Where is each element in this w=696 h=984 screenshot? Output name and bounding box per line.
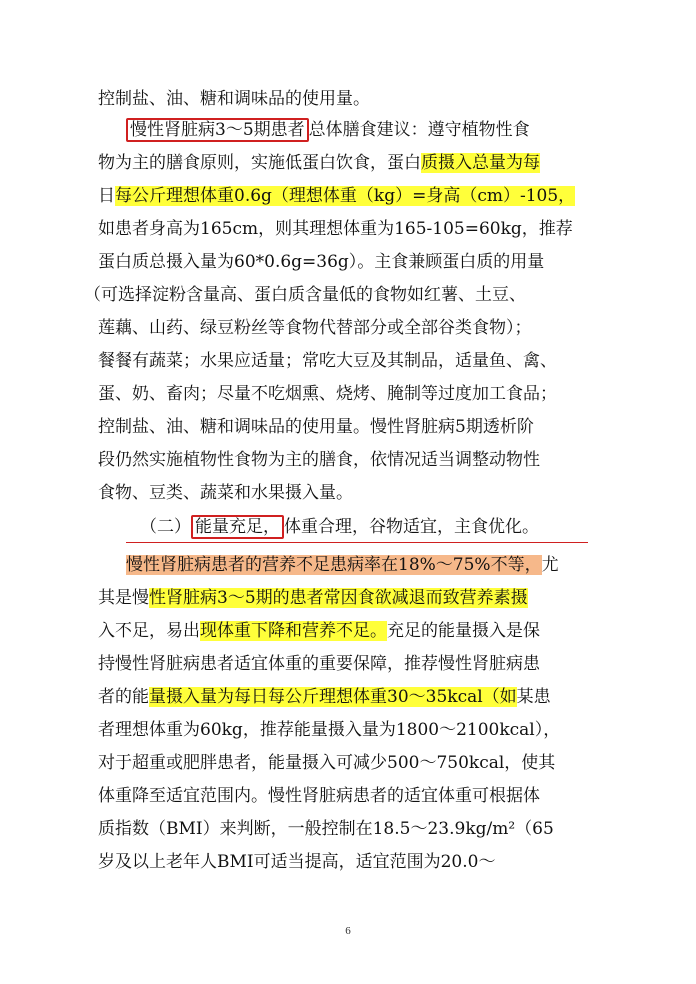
text-run: 岁及以上老年人BMI可适当提高，适宜范围为20.0～ — [98, 852, 496, 872]
text-line — [98, 783, 598, 809]
text-run: 者的能 — [98, 687, 149, 707]
annotation-box: 能量充足， — [191, 515, 284, 539]
text-line — [98, 216, 598, 242]
text-run: 入不足，易出 — [98, 621, 200, 641]
highlighted-text: 性肾脏病3～5期的患者常因食欲减退而致营养素摄 — [149, 588, 528, 608]
text-run: 对于超重或肥胖患者，能量摄入可减少500～750kcal，使其 — [98, 753, 556, 773]
text-line — [98, 684, 598, 710]
text-line — [98, 183, 598, 209]
highlighted-text: 量摄入量为每日每公斤理想体重30～35kcal（如 — [149, 687, 517, 707]
heading-text: 体重合理，谷物适宜，主食优化。 — [284, 517, 539, 537]
text-run: 物为主的膳食原则，实施低蛋白饮食，蛋白 — [98, 153, 421, 173]
text-line — [98, 816, 598, 842]
text-run: 者理想体重为60kg，推荐能量摄入量为1800～2100kcal）， — [98, 720, 561, 740]
text-run: 如患者身高为165cm，则其理想体重为165-105=60kg，推荐 — [98, 219, 573, 239]
text-run: 尤 — [541, 555, 559, 575]
text-line — [98, 315, 598, 341]
text-run: 餐餐有蔬菜；水果应适量；常吃大豆及其制品，适量鱼、禽、 — [98, 351, 557, 371]
text-run: 控制盐、油、糖和调味品的使用量。 — [98, 89, 370, 109]
text-line — [98, 750, 598, 776]
text-run: 段仍然实施植物性食物为主的膳食，依情况适当调整动物性 — [98, 450, 540, 470]
text-line — [98, 86, 598, 112]
annotation-underline — [126, 542, 588, 543]
highlighted-text: 质摄入总量为每 — [421, 153, 540, 173]
text-line — [98, 651, 598, 677]
text-run: 体重降至适宜范围内。慢性肾脏病患者的适宜体重可根据体 — [98, 786, 540, 806]
text-run: 持慢性肾脏病患者适宜体重的重要保障，推荐慢性肾脏病患 — [98, 654, 540, 674]
text-run: 某患 — [516, 687, 551, 707]
annotation-box: 慢性肾脏病3～5期患者 — [126, 118, 309, 142]
text-run: 莲藕、山药、绿豆粉丝等食物代替部分或全部谷类食物）； — [98, 318, 532, 338]
text-line — [98, 717, 598, 743]
text-run: 质指数（BMI）来判断，一般控制在18.5～23.9kg/m²（65 — [98, 819, 554, 839]
text-run: 蛋白质总摄入量为60*0.6g=36g）。主食兼顾蛋白质的用量 — [98, 252, 545, 272]
text-run: 其是慢 — [98, 588, 149, 608]
highlighted-text: 慢性肾脏病患者的营养不足患病率在18%～75%不等， — [126, 555, 542, 575]
highlighted-text: 现体重下降和营养不足。 — [200, 621, 387, 641]
section-heading — [140, 514, 598, 540]
text-line — [98, 849, 598, 875]
text-run: 蛋、奶、畜肉；尽量不吃烟熏、烧烤、腌制等过度加工食品； — [98, 384, 557, 404]
text-run: 控制盐、油、糖和调味品的使用量。慢性肾脏病5期透析阶 — [98, 417, 534, 437]
text-line — [98, 150, 598, 176]
text-line — [98, 249, 598, 275]
heading-prefix: （二） — [140, 517, 191, 537]
text-line — [98, 618, 598, 644]
highlighted-text: 每公斤理想体重0.6g（理想体重（kg）=身高（cm）-105， — [115, 186, 576, 206]
text-line — [98, 447, 598, 473]
page-number: 6 — [345, 925, 351, 937]
text-line — [98, 414, 598, 440]
text-line — [84, 282, 584, 308]
text-run: 食物、豆类、蔬菜和水果摄入量。 — [98, 483, 353, 503]
text-line — [98, 480, 598, 506]
text-run: 充足的能量摄入是保 — [387, 621, 540, 641]
text-run: （可选择淀粉含量高、蛋白质含量低的食物如红薯、土豆、 — [84, 285, 526, 305]
text-line — [98, 381, 598, 407]
text-line — [98, 348, 598, 374]
text-line — [98, 585, 598, 611]
text-run: 总体膳食建议：遵守植物性食 — [308, 120, 530, 140]
text-line — [126, 117, 598, 143]
text-run: 日 — [98, 186, 115, 206]
text-line — [126, 552, 598, 578]
